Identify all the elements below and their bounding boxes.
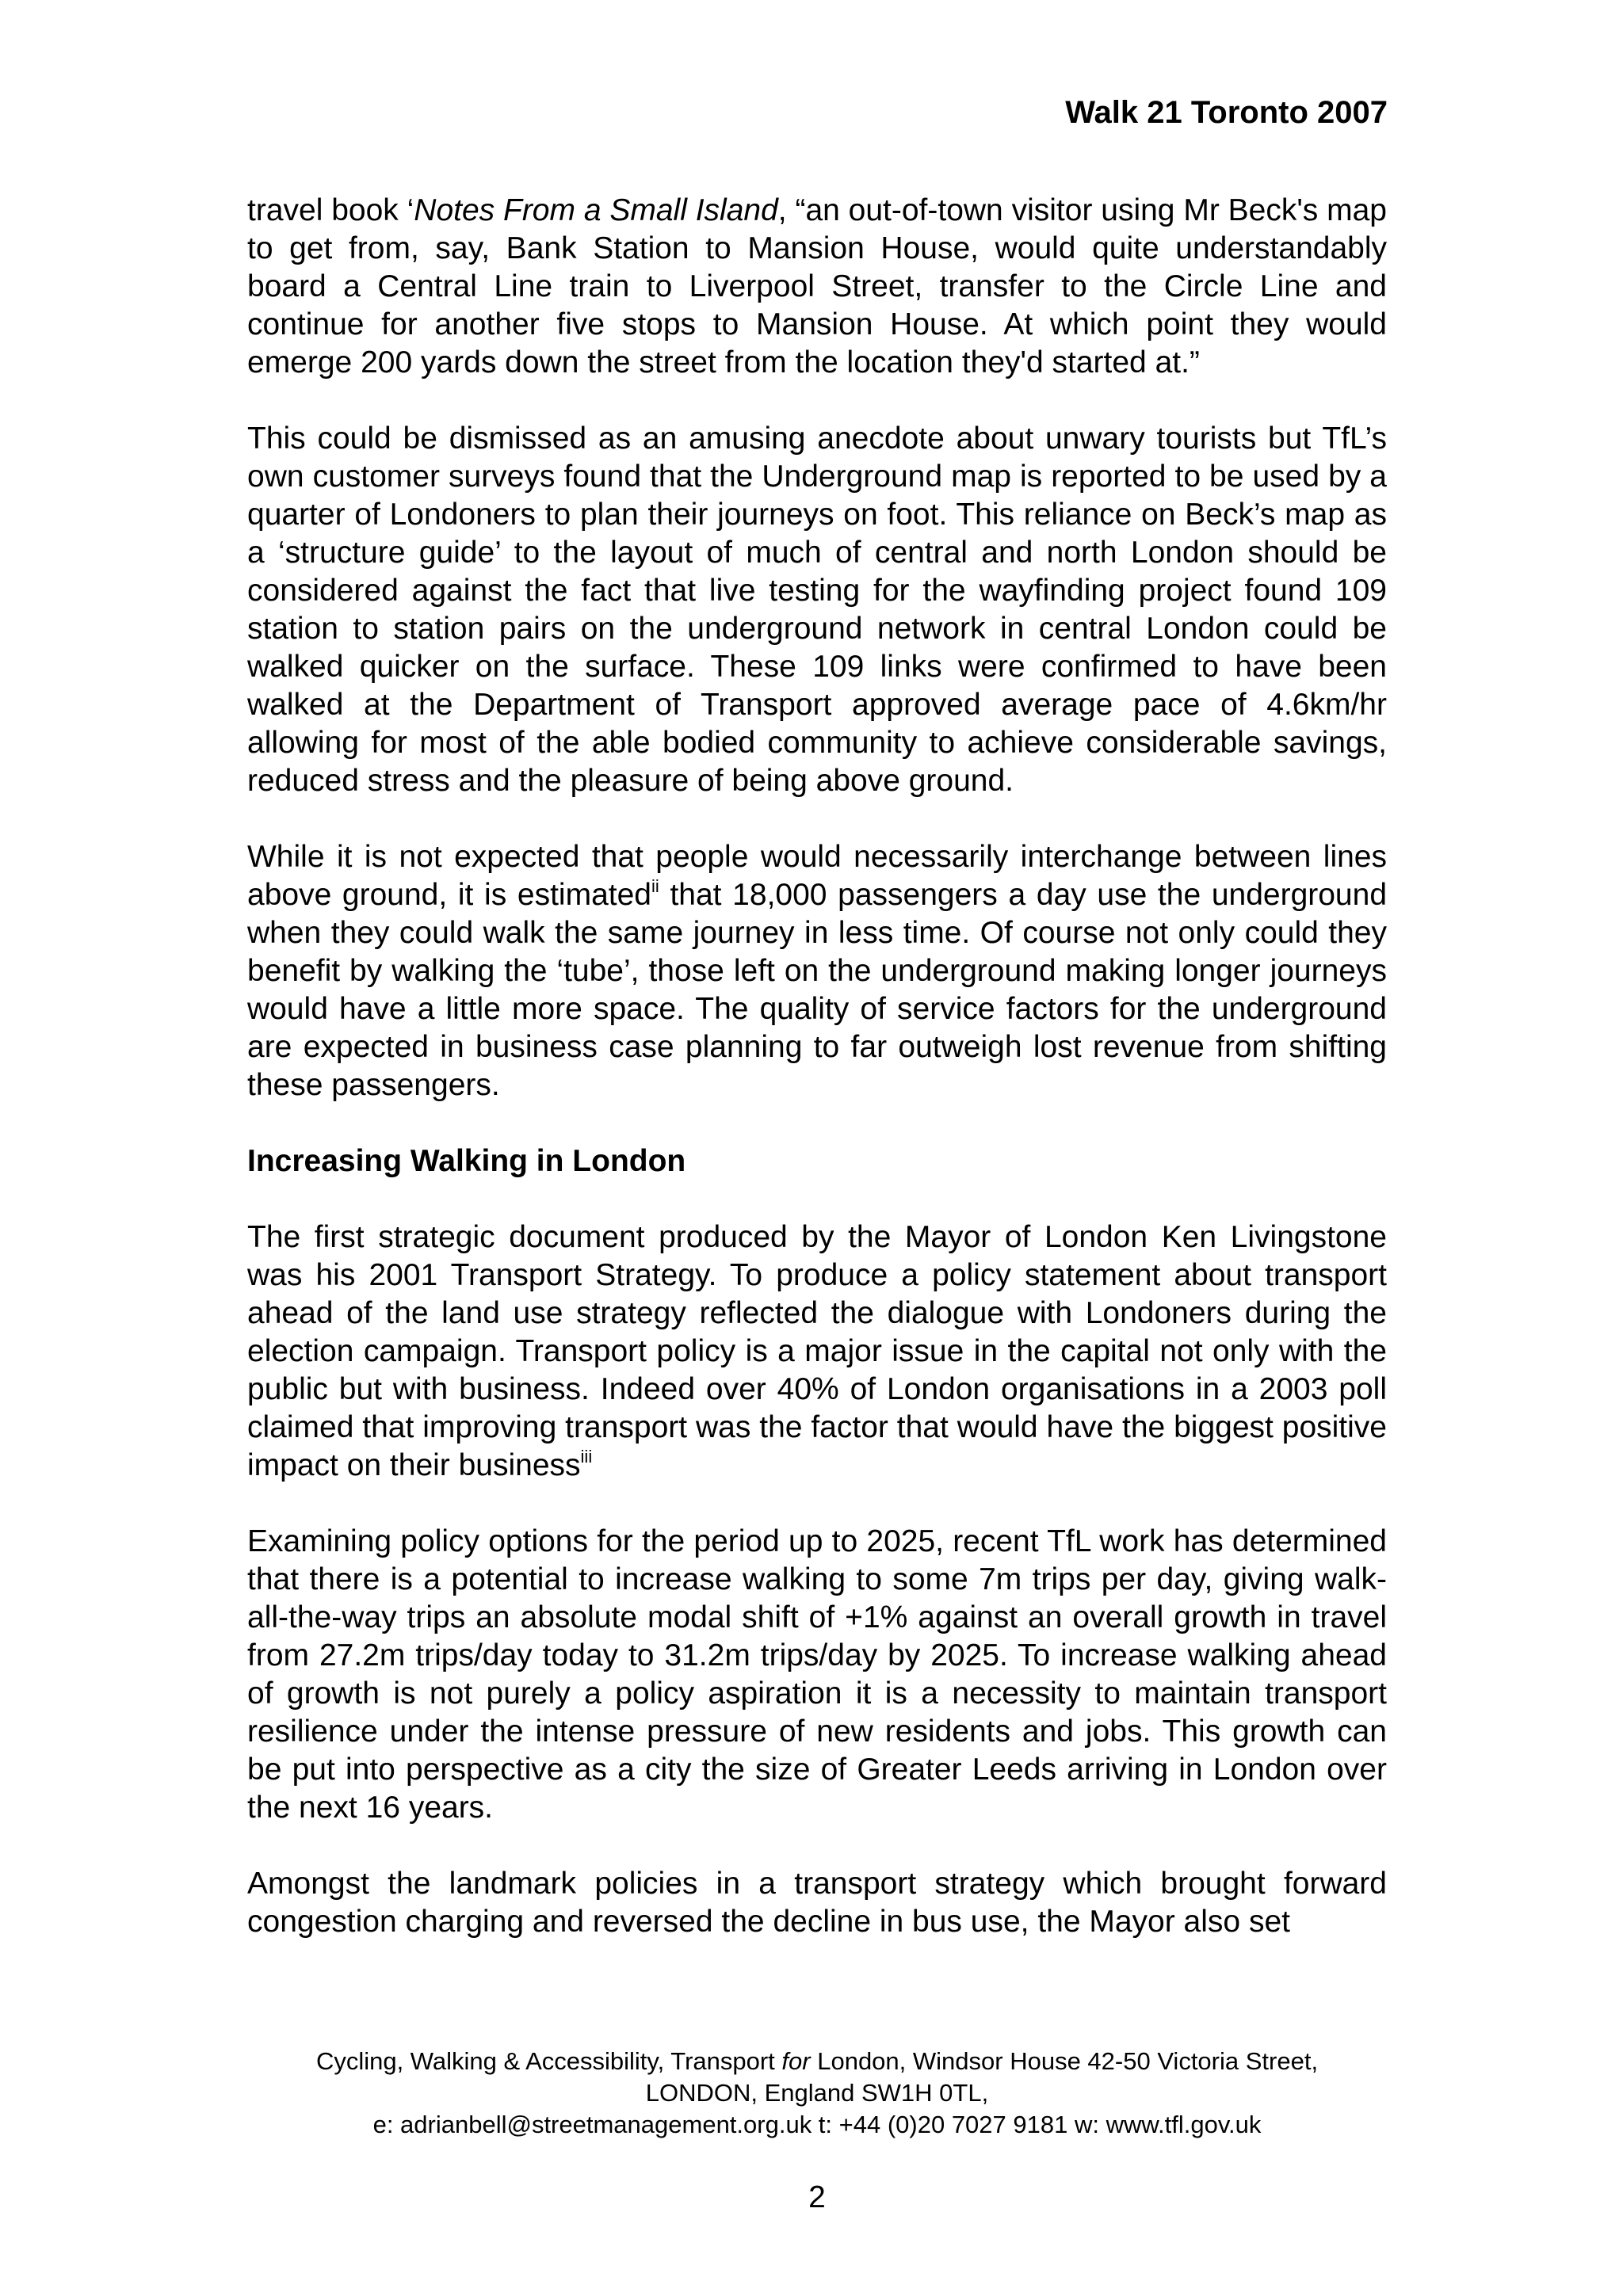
footer-city-line: LONDON, England SW1H 0TL, [645,2079,989,2107]
paragraph-text: The first strategic document produced by the Mayor of London Ken Livingstone was his 2001 Transport Strategy. To produce a policy statement about transport ahead of the land use strategy reflected the dialogue with Londoners during the election campaign. Transport policy is a major issue in the capital not only with the public but with business. Indeed over 40% of London organisations in a 2003 poll claimed that improving transport was the factor that would have the biggest positive impact on their business [247,1220,1387,1482]
paragraph-customer-surveys: This could be dismissed as an amusing anecdote about unwary tourists but TfL’s own customer surveys found that the Underground map is reported to be used by a quarter of Londoners to plan their journeys on foot. This reliance on Beck’s map as a ‘structure guide’ to the layout of much of central and north London should be considered against the fact that live testing for the wayfinding project found 109 station to station pairs on the underground network in central London could be walked quicker on the surface. These 109 links were confirmed to have been walked at the Department of Transport approved average pace of 4.6km/hr allowing for most of the able bodied community to achieve considerable savings, reduced stress and the pleasure of being above ground. [247,421,1387,798]
document-header-title: Walk 21 Toronto 2007 [1065,95,1388,130]
footer-text: London, Windsor House 42-50 Victoria Street, [810,2047,1319,2075]
footer-text-italic: for [781,2047,811,2075]
page-footer [247,2046,1387,2141]
paragraph-text: travel book ‘ [247,193,414,227]
paragraph-text: While it is not expected that people would necessarily interchange between lines above ground, it is estimated [247,840,1387,912]
footer-text: Cycling, Walking & Accessibility, Transport [315,2047,782,2075]
book-title: Notes From a Small Island [414,193,778,227]
paragraph-notes-from-small-island [247,192,1387,382]
paragraph-landmark-policies: Amongst the landmark policies in a transport strategy which brought forward congestion charging and reversed the decline in bus use, the Mayor also set [247,1867,1387,1939]
footer-contact-line: e: adrianbell@streetmanagement.org.uk t: +44 (0)20 7027 9181 w: www.tfl.gov.uk [372,2111,1262,2138]
paragraph-interchange [247,838,1387,1104]
footer-address-line [247,2046,1387,2077]
paragraph-text: that 18,000 passengers a day use the underground when they could walk the same journey in less time. Of course not only could they benefit by walking the ‘tube’, those left on the underground making longer journeys would have a little more space. The quality of service factors for the underground are expected in business case planning to far outweigh lost revenue from shifting these passengers. [247,878,1388,1102]
page-number: 2 [808,2180,826,2214]
paragraph-text: , “an out-of-town visitor using Mr Beck's map to get from, say, Bank Station to Mansion House, would quite understandably board a Central Line train to Liverpool Street, transfer to the Circle Line and continue for another five stops to Mansion House. At which point they would emerge 200 yards down the street from the location they'd started at.” [247,193,1387,379]
document-body [247,192,1387,1979]
section-heading: Increasing Walking in London [247,1144,686,1178]
paragraph-policy-options: Examining policy options for the period up to 2025, recent TfL work has determined that there is a potential to increase walking to some 7m trips per day, giving walk- all-the-way trips an absolute modal shift of +1% against an overall growth in travel from 27.2m trips/day today to 31.2m trips/day by 2025. To increase walking ahead of growth is not purely a policy aspiration it is a necessity to maintain transport resilience under the intense pressure of new residents and jobs. This growth can be put into perspective as a city the size of Greater Leeds arriving in London over the next 16 years. [247,1524,1387,1825]
paragraph-transport-strategy [247,1219,1387,1485]
endnote-reference[interactable]: iii [580,1447,593,1466]
endnote-reference[interactable]: ii [651,876,659,896]
